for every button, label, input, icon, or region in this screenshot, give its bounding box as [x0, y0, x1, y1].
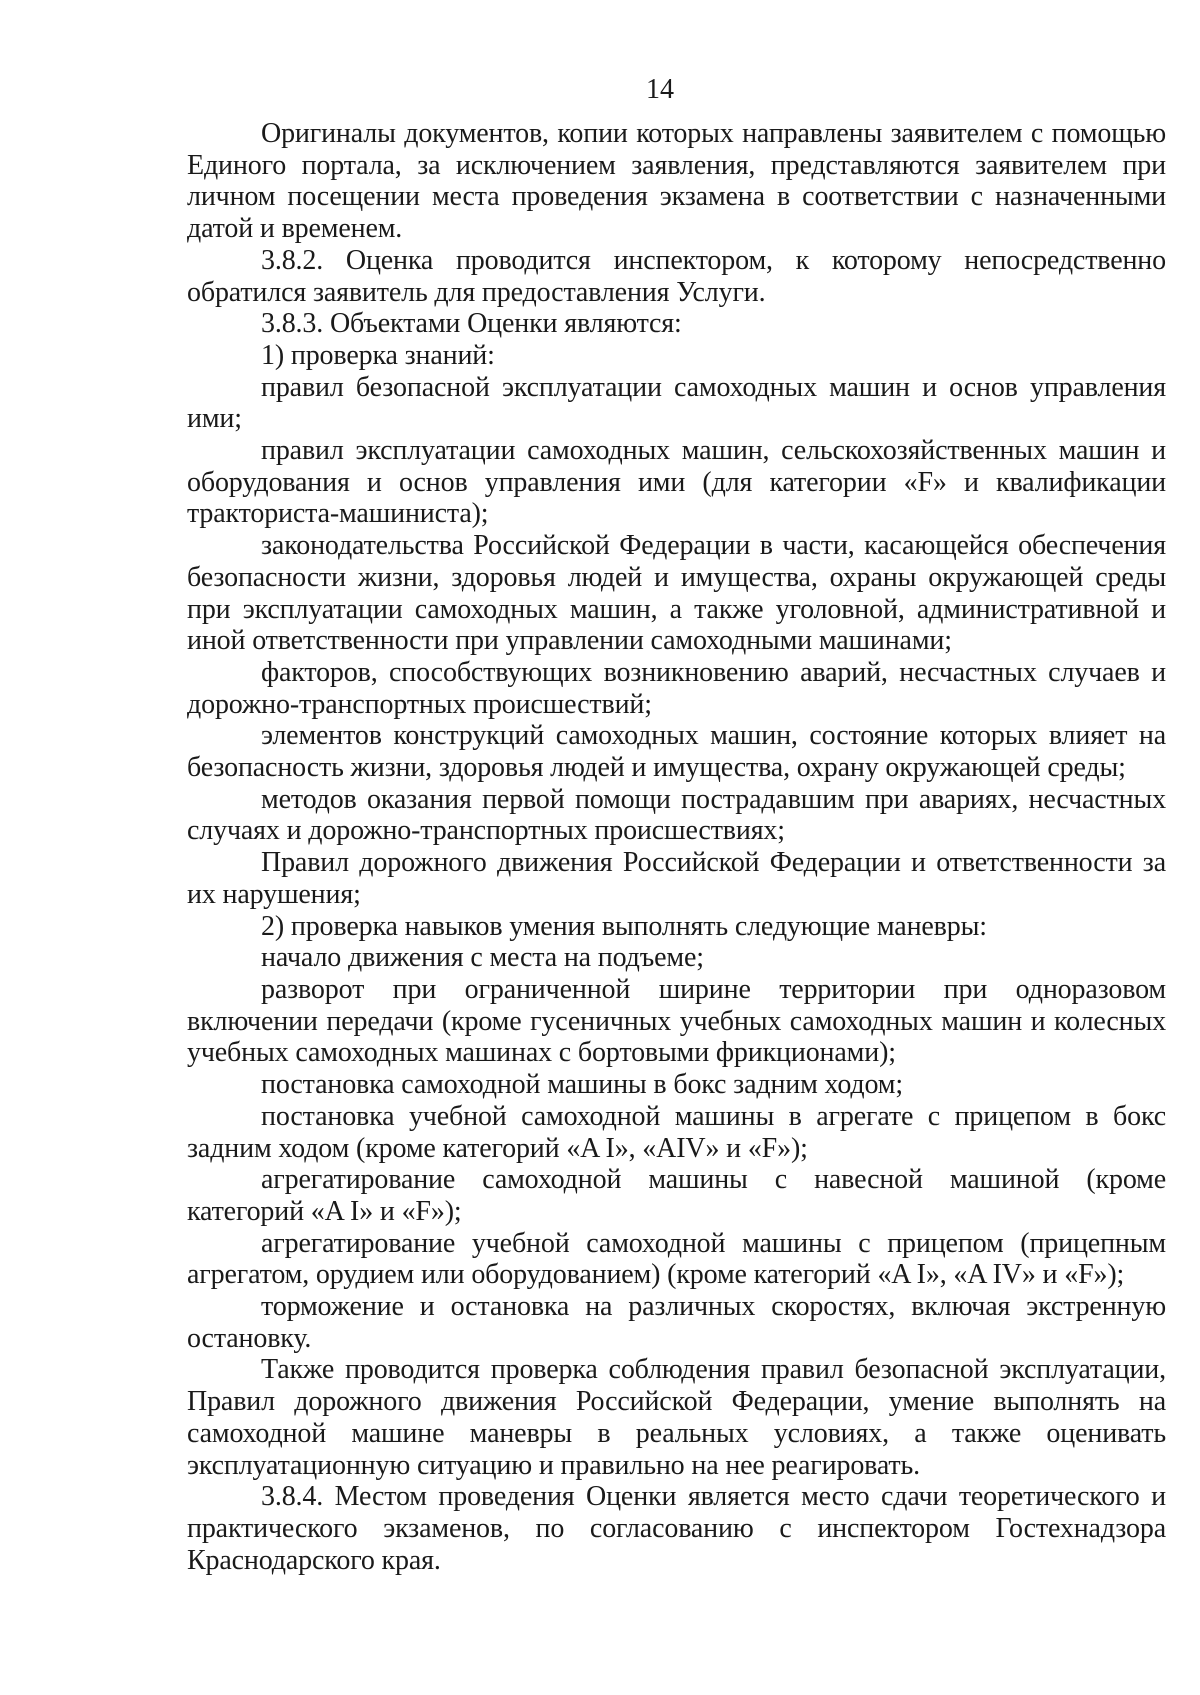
paragraph: Также проводится проверка соблюдения правил безопасной эксплуатации, Правил дорожного движения Российской Федерации, умение выполнять на самоходной машине маневры в реальных условиях, а также оценивать эксплуатационную ситуацию и правильно на нее реагировать. — [187, 1354, 1166, 1481]
paragraph: начало движения с места на подъеме; — [261, 942, 704, 974]
paragraph: постановка самоходной машины в бокс задним ходом; — [261, 1069, 903, 1101]
document-body — [187, 118, 1166, 1576]
paragraph: 1) проверка знаний: — [261, 339, 495, 371]
paragraph: 3.8.2. Оценка проводится инспектором, к которому непосредственно обратился заявитель для предоставления Услуги. — [187, 244, 1166, 308]
paragraph: агрегатирование самоходной машины с навесной машиной (кроме категорий «A I» и «F»); — [187, 1164, 1166, 1227]
page-number: 14 — [646, 74, 674, 105]
paragraph: 3.8.4. Местом проведения Оценки является место сдачи теоретического и практического экзаменов, по согласованию с инспектором Гостехнадзора Краснодарского края. — [187, 1481, 1166, 1576]
paragraph: факторов, способствующих возникновению аварий, несчастных случаев и дорожно-транспортных происшествий; — [187, 656, 1166, 720]
paragraph: законодательства Российской Федерации в части, касающейся обеспечения безопасности жизни, здоровья людей и имущества, охраны окружающей среды при эксплуатации самоходных машин, а также уголовной, административной и иной ответственности при управлении самоходными машинами; — [187, 530, 1166, 657]
paragraph: правил эксплуатации самоходных машин, сельскохозяйственных машин и оборудования и основ управления ими (для категории «F» и квалификации тракториста-машиниста); — [187, 435, 1166, 530]
paragraph: 2) проверка навыков умения выполнять следующие маневры: — [261, 910, 987, 942]
paragraph: Правил дорожного движения Российской Федерации и ответственности за их нарушения; — [187, 847, 1166, 910]
paragraph: методов оказания первой помощи пострадавшим при авариях, несчастных случаях и дорожно-транспортных происшествиях; — [187, 783, 1166, 847]
paragraph: агрегатирование учебной самоходной машины с прицепом (прицепным агрегатом, орудием или оборудованием) (кроме категорий «A I», «A IV» и «F»); — [187, 1227, 1166, 1291]
paragraph: постановка учебной самоходной машины в агрегате с прицепом в бокс задним ходом (кроме категорий «A I», «AIV» и «F»); — [187, 1100, 1166, 1164]
paragraph: торможение и остановка на различных скоростях, включая экстренную остановку. — [187, 1291, 1166, 1354]
paragraph: Оригиналы документов, копии которых направлены заявителем с помощью Единого портала, за исключением заявления, представляются заявителем при личном посещении места проведения экзамена в соответствии с назначенными датой и временем. — [187, 118, 1166, 245]
paragraph: правил безопасной эксплуатации самоходных машин и основ управления ими; — [187, 371, 1166, 435]
paragraph: элементов конструкций самоходных машин, состояние которых влияет на безопасность жизни, здоровья людей и имущества, охрану окружающей среды; — [187, 720, 1166, 784]
paragraph: 3.8.3. Объектами Оценки являются: — [261, 308, 682, 340]
paragraph: разворот при ограниченной ширине территории при одноразовом включении передачи (кроме гусеничных учебных самоходных машин и колесных учебных самоходных машинах с бортовыми фрикционами); — [187, 973, 1166, 1069]
